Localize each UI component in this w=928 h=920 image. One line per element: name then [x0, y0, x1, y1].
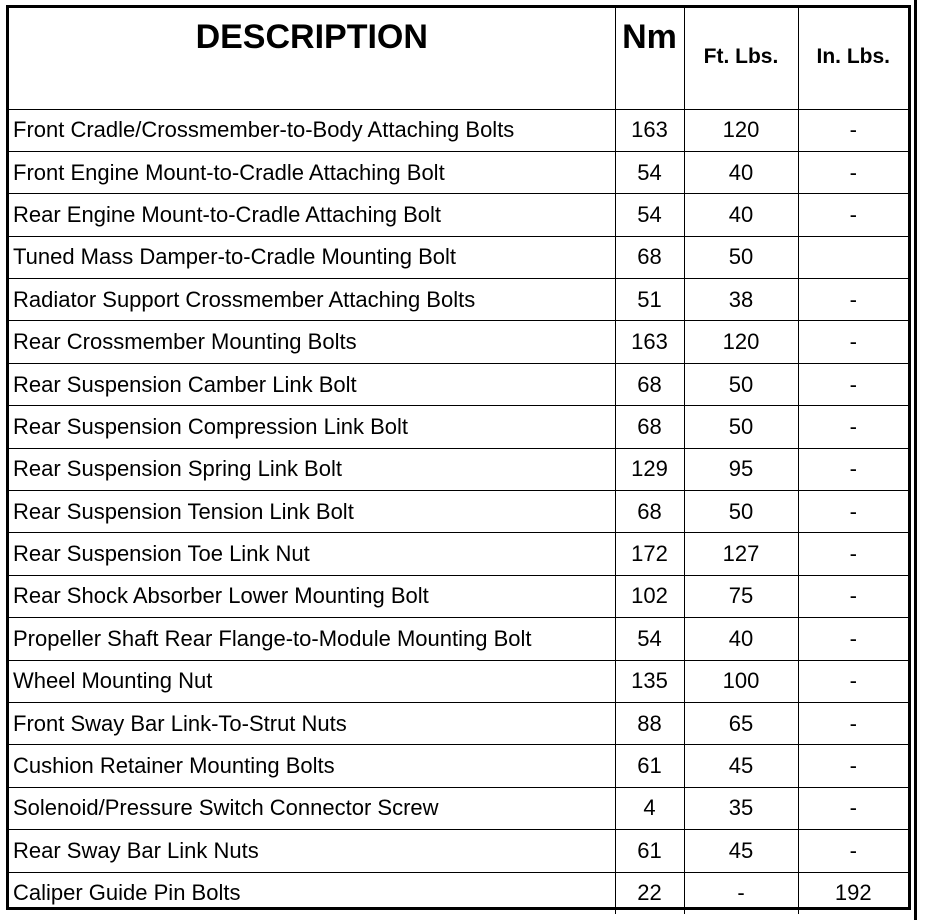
table-row — [9, 363, 908, 405]
torque-spec-sheet — [6, 5, 911, 910]
cell-description: Front Sway Bar Link-To-Strut Nuts — [9, 702, 615, 744]
cell-description: Front Engine Mount-to-Cradle Attaching Bolt — [9, 151, 615, 193]
cell-description: Cushion Retainer Mounting Bolts — [9, 745, 615, 787]
cell-description: Propeller Shaft Rear Flange-to-Module Mounting Bolt — [9, 618, 615, 660]
torque-spec-table — [9, 8, 908, 914]
cell-ft-lbs: 35 — [684, 787, 798, 829]
cell-in-lbs: - — [798, 279, 908, 321]
cell-in-lbs: - — [798, 702, 908, 744]
cell-description: Rear Suspension Spring Link Bolt — [9, 448, 615, 490]
cell-ft-lbs: 40 — [684, 151, 798, 193]
table-row — [9, 194, 908, 236]
header-description: DESCRIPTION — [9, 8, 615, 109]
table-row — [9, 660, 908, 702]
cell-description: Wheel Mounting Nut — [9, 660, 615, 702]
cell-ft-lbs: 50 — [684, 236, 798, 278]
table-row — [9, 491, 908, 533]
cell-description: Caliper Guide Pin Bolts — [9, 872, 615, 914]
cell-description: Solenoid/Pressure Switch Connector Screw — [9, 787, 615, 829]
table-row — [9, 109, 908, 151]
cell-nm: 51 — [615, 279, 684, 321]
cell-nm: 68 — [615, 491, 684, 533]
cell-in-lbs: - — [798, 194, 908, 236]
cell-ft-lbs: 120 — [684, 321, 798, 363]
cell-nm: 61 — [615, 745, 684, 787]
cell-in-lbs: - — [798, 151, 908, 193]
table-row — [9, 279, 908, 321]
header-in-lbs: In. Lbs. — [798, 8, 908, 109]
cell-nm: 163 — [615, 321, 684, 363]
table-row — [9, 702, 908, 744]
cell-in-lbs: - — [798, 448, 908, 490]
cell-description: Tuned Mass Damper-to-Cradle Mounting Bolt — [9, 236, 615, 278]
table-row — [9, 618, 908, 660]
table-row — [9, 321, 908, 363]
table-row — [9, 787, 908, 829]
table-row — [9, 872, 908, 914]
cell-nm: 163 — [615, 109, 684, 151]
cell-description: Radiator Support Crossmember Attaching Bolts — [9, 279, 615, 321]
cell-nm: 88 — [615, 702, 684, 744]
cell-ft-lbs: 100 — [684, 660, 798, 702]
cell-ft-lbs: 40 — [684, 618, 798, 660]
cell-nm: 54 — [615, 194, 684, 236]
cell-in-lbs: 192 — [798, 872, 908, 914]
cell-description: Rear Suspension Compression Link Bolt — [9, 406, 615, 448]
cell-ft-lbs: 38 — [684, 279, 798, 321]
cell-nm: 102 — [615, 575, 684, 617]
cell-ft-lbs: 95 — [684, 448, 798, 490]
cell-in-lbs: - — [798, 321, 908, 363]
cell-in-lbs: - — [798, 787, 908, 829]
cell-nm: 22 — [615, 872, 684, 914]
cell-in-lbs: - — [798, 109, 908, 151]
table-row — [9, 745, 908, 787]
cell-description: Rear Suspension Camber Link Bolt — [9, 363, 615, 405]
cell-nm: 129 — [615, 448, 684, 490]
table-row — [9, 151, 908, 193]
cell-nm: 68 — [615, 363, 684, 405]
cell-in-lbs: - — [798, 533, 908, 575]
table-row — [9, 406, 908, 448]
table-row — [9, 575, 908, 617]
cell-nm: 54 — [615, 151, 684, 193]
cell-ft-lbs: 40 — [684, 194, 798, 236]
cell-ft-lbs: 45 — [684, 830, 798, 872]
cell-description: Rear Engine Mount-to-Cradle Attaching Bolt — [9, 194, 615, 236]
cell-ft-lbs: 50 — [684, 363, 798, 405]
cell-description: Front Cradle/Crossmember-to-Body Attaching Bolts — [9, 109, 615, 151]
cell-in-lbs: - — [798, 363, 908, 405]
cell-in-lbs: - — [798, 660, 908, 702]
cell-in-lbs: - — [798, 618, 908, 660]
cell-in-lbs: - — [798, 830, 908, 872]
cell-ft-lbs: 120 — [684, 109, 798, 151]
cell-ft-lbs: 127 — [684, 533, 798, 575]
header-row — [9, 8, 908, 109]
header-nm: Nm — [615, 8, 684, 109]
cell-description: Rear Suspension Toe Link Nut — [9, 533, 615, 575]
cell-nm: 4 — [615, 787, 684, 829]
cell-in-lbs: - — [798, 491, 908, 533]
cell-nm: 68 — [615, 406, 684, 448]
table-row — [9, 533, 908, 575]
cell-nm: 54 — [615, 618, 684, 660]
cell-in-lbs — [798, 236, 908, 278]
cell-in-lbs: - — [798, 406, 908, 448]
cell-description: Rear Sway Bar Link Nuts — [9, 830, 615, 872]
cell-ft-lbs: - — [684, 872, 798, 914]
cell-nm: 172 — [615, 533, 684, 575]
table-row — [9, 448, 908, 490]
cell-nm: 135 — [615, 660, 684, 702]
cell-ft-lbs: 75 — [684, 575, 798, 617]
header-ft-lbs: Ft. Lbs. — [684, 8, 798, 109]
page-edge-line — [914, 0, 917, 920]
cell-nm: 61 — [615, 830, 684, 872]
cell-in-lbs: - — [798, 575, 908, 617]
cell-in-lbs: - — [798, 745, 908, 787]
cell-nm: 68 — [615, 236, 684, 278]
cell-ft-lbs: 50 — [684, 406, 798, 448]
table-row — [9, 830, 908, 872]
cell-description: Rear Shock Absorber Lower Mounting Bolt — [9, 575, 615, 617]
cell-ft-lbs: 65 — [684, 702, 798, 744]
table-row — [9, 236, 908, 278]
table-body — [9, 109, 908, 914]
cell-description: Rear Crossmember Mounting Bolts — [9, 321, 615, 363]
cell-description: Rear Suspension Tension Link Bolt — [9, 491, 615, 533]
cell-ft-lbs: 50 — [684, 491, 798, 533]
cell-ft-lbs: 45 — [684, 745, 798, 787]
